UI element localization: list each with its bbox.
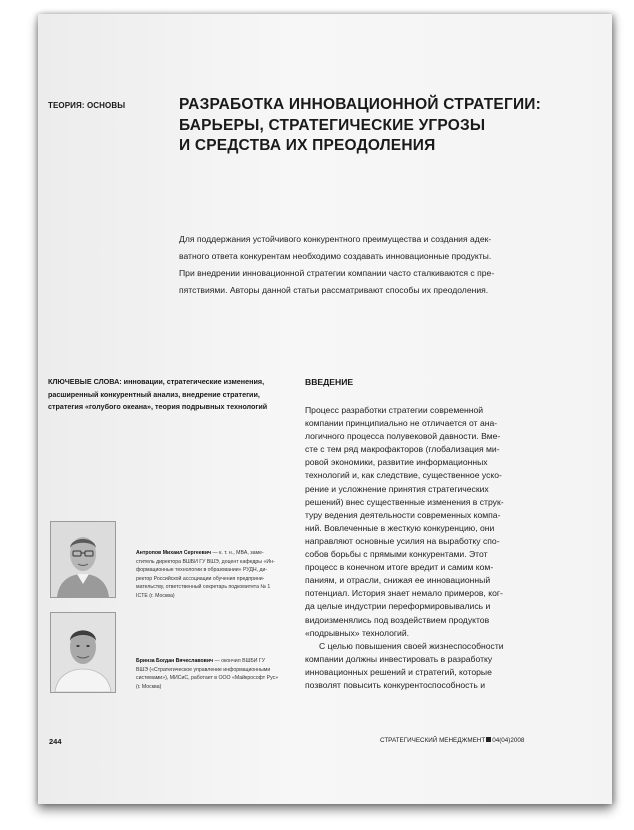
author-bio-brinza (136, 657, 296, 691)
title-line: БАРЬЕРЫ, СТРАТЕГИЧЕСКИЕ УГРОЗЫ (179, 116, 486, 134)
author-bio-line: мательству, ответственный секретарь подкомитета № 1 (136, 584, 271, 591)
body-line: рение и усложнение принятия стратегических (305, 483, 489, 494)
journal-footer (380, 737, 524, 744)
lead-line: При внедрении инновационной стратегии компании часто сталкиваются с пре- (179, 268, 495, 278)
keywords-line: расширенный конкурентный анализ, внедрение стратегии, (48, 389, 260, 399)
author-photo-antropov (50, 521, 116, 598)
author-photo-brinza (50, 612, 116, 693)
author-bio-line: ректор Российской ассоциации обучения предприни- (136, 575, 265, 582)
body-line: технологий и, как следствие, существенное уско- (305, 470, 502, 481)
body-line: С целью повышения своей жизнеспособности (319, 640, 504, 651)
body-line: сте с тем ряд макрофакторов (глобализация ми- (305, 444, 500, 455)
body-line: позволят повысить конкурентоспособность и (305, 679, 486, 690)
author-name: Бринза Богдан Вячеславович (136, 658, 214, 664)
keywords-line: стратегия «голубого океана», теория подрывных технологий (48, 402, 268, 411)
body-line: компании принципиально не отличается от ана- (305, 418, 498, 429)
body-line: видоизменялись под воздействием продуктов (305, 614, 490, 625)
body-line: логичного процесса полувековой давности. Вме- (305, 431, 501, 442)
author-bio-line: формационные технологии в образовании» РУДН, ди- (136, 567, 268, 574)
lead-line: Для поддержания устойчивого конкурентного преимущества и создания адек- (179, 234, 492, 244)
author-bio-line: ICTE (г. Москва) (136, 592, 175, 599)
title-line: И СРЕДСТВА ИХ ПРЕОДОЛЕНИЯ (179, 137, 436, 154)
journal-name: СТРАТЕГИЧЕСКИЙ МЕНЕДЖМЕНТ (380, 737, 486, 744)
article-title (179, 95, 559, 157)
body-line: ний. Вовлеченные в жесткую конкуренцию, они (305, 522, 495, 533)
body-line: направляют основные усилия на выработку спо- (305, 535, 500, 546)
lead-line: пятствиями. Авторы данной статьи рассматривают способы их преодоления. (179, 285, 489, 295)
body-line: инновационных решений и стратегий, которые (305, 666, 492, 677)
article-body (305, 404, 555, 692)
page-number: 244 (49, 737, 62, 746)
section-label: ТЕОРИЯ: ОСНОВЫ (48, 101, 126, 110)
author-bio-line: — к. т. н., MBA, заме- (211, 550, 264, 556)
title-line: РАЗРАБОТКА ИННОВАЦИОННОЙ СТРАТЕГИИ: (179, 96, 541, 113)
author-bio-line: ститель директора ВШБИ ГУ ВШЭ, доцент кафедры «Ин- (136, 558, 275, 565)
author-bio-line: ВШЭ («Стратегическое управление информационными (136, 666, 271, 673)
body-line: ровой экономики, развитие информационных (305, 457, 488, 468)
author-bio-antropov (136, 549, 296, 601)
body-line: процесс в конечном итоге вредит и самим ком- (305, 562, 494, 573)
body-line: да целые индустрии переформировывались и (305, 601, 491, 612)
body-line: собов борьбы с прямыми конкурентами. Этот (305, 549, 488, 560)
portrait-image (51, 613, 115, 692)
lead-paragraph (179, 231, 579, 299)
body-line: компании должны инвестировать в разработку (305, 653, 493, 664)
author-bio-line: (г. Москва) (136, 683, 162, 690)
body-line: «подрывных» технологий. (305, 627, 410, 638)
body-line: Процесс разработки стратегии современной (305, 405, 484, 415)
lead-line: ватного ответа конкурентам необходимо создавать инновационные продукты. (179, 251, 492, 261)
body-line: паниям, и отрасли, снижая ее инновационный (305, 575, 491, 586)
journal-issue: 04(04)2008 (492, 737, 525, 744)
intro-heading: ВВЕДЕНИЕ (305, 377, 354, 387)
keywords-block (48, 376, 310, 414)
portrait-image (51, 522, 115, 597)
body-line: туру ведения деятельности современных компа- (305, 509, 501, 520)
author-bio-line: системами»), МИСиС, работает в ООО «Майкрософт Рус» (136, 675, 279, 682)
separator-square-icon (486, 737, 491, 742)
keywords-line: КЛЮЧЕВЫЕ СЛОВА: инновации, стратегические изменения, (48, 377, 265, 386)
author-name: Антропов Михаил Сергеевич (136, 550, 212, 556)
body-line: решений) внес существенные изменения в струк- (305, 496, 504, 507)
author-bio-line: — окончил ВШБИ ГУ (213, 658, 266, 664)
body-line: потенциал. История знает немало примеров, ког- (305, 588, 503, 599)
